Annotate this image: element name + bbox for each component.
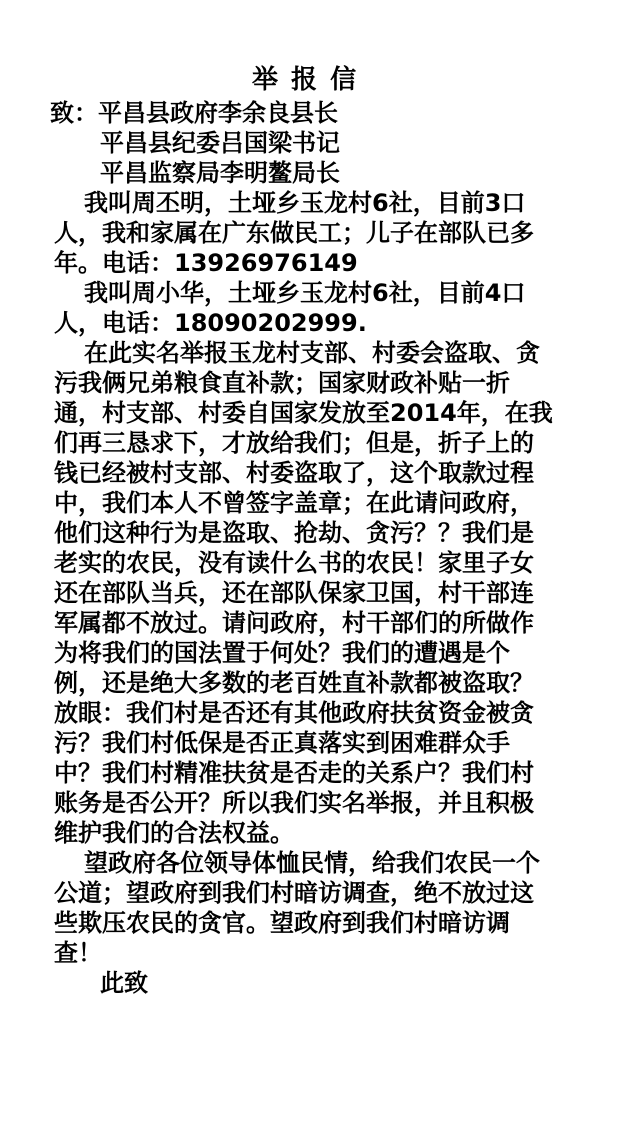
paragraph-line: 老实的农民，没有读什么书的农民！家里子女: [54, 549, 534, 577]
paragraph-line: 钱已经被村支部、村委盗取了，这个取款过程: [54, 459, 534, 487]
paragraph-line: 们再三恳求下，才放给我们；但是，折子上的: [54, 429, 534, 457]
paragraph-line: 人，电话：18090202999.: [54, 309, 367, 337]
paragraph-line: 他们这种行为是盗取、抢劫、贪污？？我们是: [54, 519, 534, 547]
paragraph-line: 年。电话：13926976149: [54, 249, 358, 277]
paragraph-line: 些欺压农民的贪官。望政府到我们村暗访调: [54, 909, 510, 937]
paragraph-line: 维护我们的合法权益。: [54, 819, 294, 847]
paragraph-line: 人，我和家属在广东做民工；儿子在部队已多: [54, 219, 534, 247]
paragraph-line: 公道；望政府到我们村暗访调查，绝不放过这: [54, 879, 534, 907]
paragraph: [54, 278, 594, 338]
report-letter: [50, 62, 594, 998]
paragraph-line: 放眼：我们村是否还有其他政府扶贫资金被贪: [54, 699, 534, 727]
paragraph-line: 望政府各位领导体恤民情，给我们农民一个: [84, 849, 540, 877]
recipient-line: 致：平昌县政府李余良县长: [50, 99, 338, 127]
paragraph-line: 查！: [54, 939, 102, 967]
paragraph: [54, 848, 594, 968]
paragraph-line: 污我俩兄弟粮食直补款；国家财政补贴一折: [54, 369, 510, 397]
paragraph-line: 为将我们的国法置于何处？我们的遭遇是个: [54, 639, 510, 667]
paragraph-line: 我叫周丕明，土垭乡玉龙村6社，目前3口: [84, 189, 526, 217]
letter-title: 举 报 信: [252, 65, 359, 95]
recipient-line: 平昌监察局李明鳌局长: [100, 159, 340, 187]
paragraph-line: 中？我们村精准扶贫是否走的关系户？我们村: [54, 759, 534, 787]
paragraph-line: 例，还是绝大多数的老百姓直补款都被盗取？: [54, 669, 534, 697]
paragraph: [54, 188, 594, 278]
paragraph-line: 我叫周小华，土垭乡玉龙村6社，目前4口: [84, 279, 526, 307]
paragraph-line: 通，村支部、村委自国家发放至2014年，在我: [54, 399, 553, 427]
recipient-line: 平昌县纪委吕国梁书记: [100, 129, 340, 157]
paragraph: [54, 338, 594, 848]
paragraph-line: 账务是否公开？所以我们实名举报，并且积极: [54, 789, 534, 817]
paragraph-line: 在此实名举报玉龙村支部、村委会盗取、贪: [84, 339, 540, 367]
paragraph-line: 还在部队当兵，还在部队保家卫国，村干部连: [54, 579, 534, 607]
paragraph-line: 军属都不放过。请问政府，村干部们的所做作: [54, 609, 534, 637]
closing-salutation: 此致: [100, 969, 148, 997]
paragraph-line: 污？我们村低保是否正真落实到困难群众手: [54, 729, 510, 757]
paragraph-line: 中，我们本人不曾签字盖章；在此请问政府，: [54, 489, 534, 517]
